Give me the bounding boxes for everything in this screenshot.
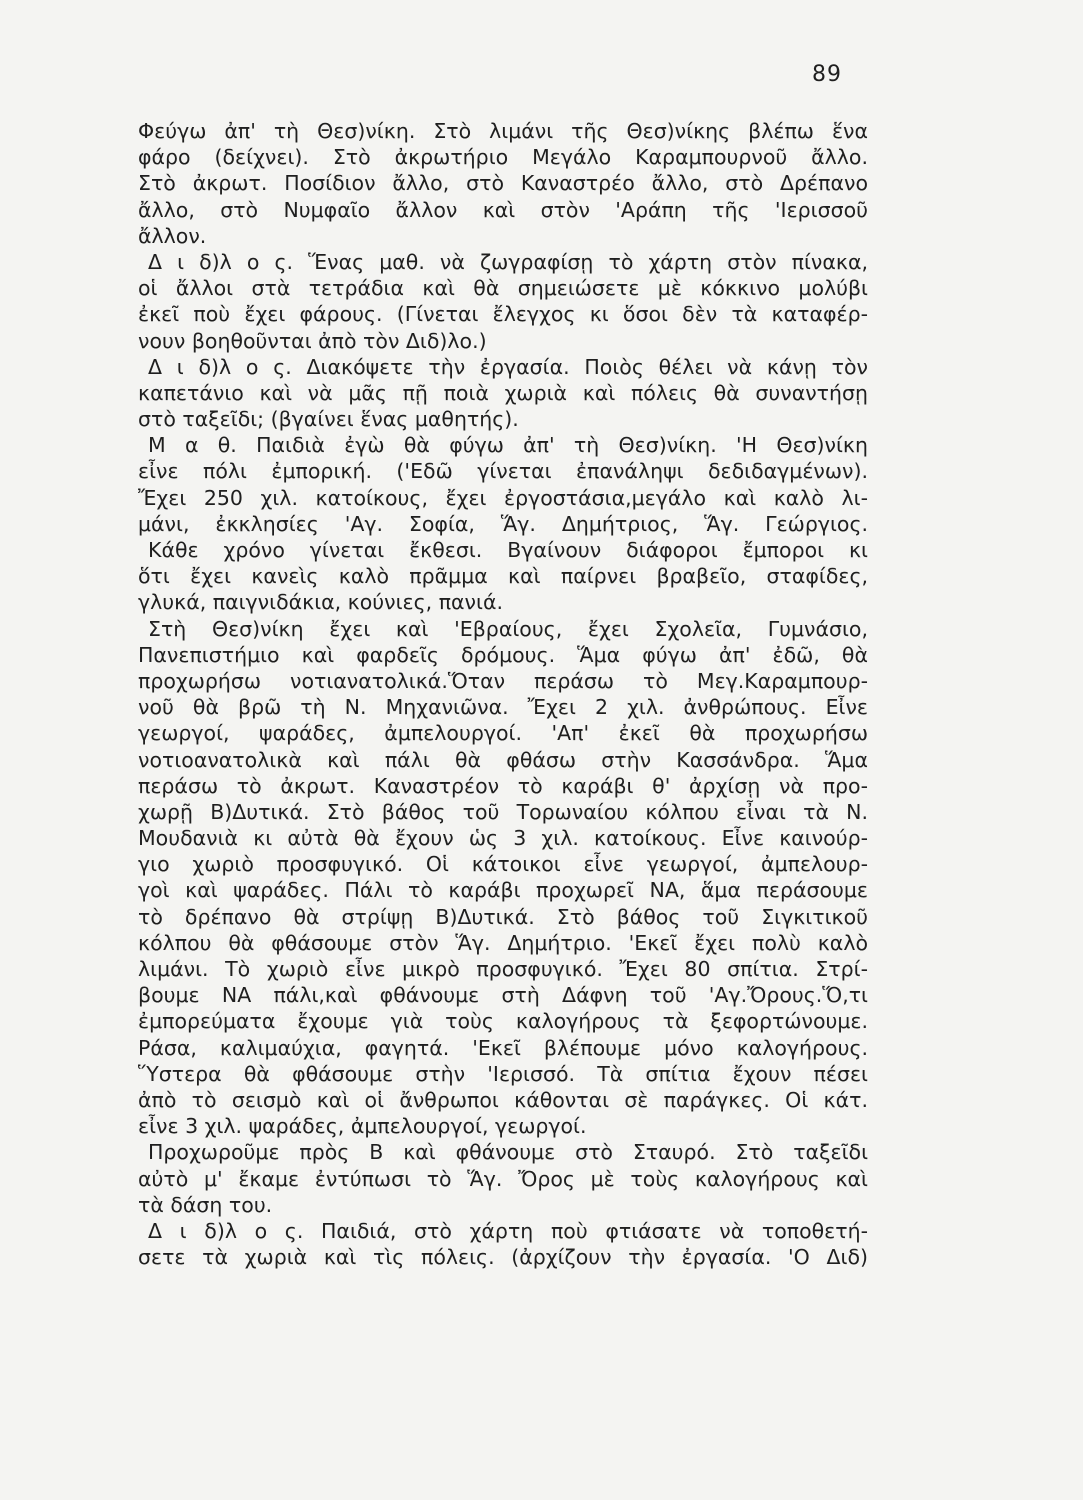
text-line: οἱ ἄλλοι στὰ τετράδια καὶ θὰ σημειώσετε μὲ κόκκινο μολύβι [138, 276, 868, 301]
text-line: τὰ δάση του. [138, 1192, 273, 1217]
text-line: γιο χωριὸ προσφυγικό. Οἱ κάτοικοι εἶνε γεωργοί, ἀμπελουρ- [138, 852, 868, 877]
text-line: Μουδανιὰ κι αὐτὰ θὰ ἔχουν ὡς 3 χιλ. κατοίκους. Εἶνε καινούρ- [138, 826, 868, 851]
text-line: κόλπου θὰ φθάσουμε στὸν Ἅγ. Δημήτριο. 'Εκεῖ ἔχει πολὺ καλὸ [138, 930, 868, 955]
text-line: φάρο (δείχνει). Στὸ ἀκρωτήριο Μεγάλο Καραμπουρνοῦ ἄλλο. [138, 145, 868, 170]
text-line: γοὶ καὶ ψαράδες. Πάλι τὸ καράβι προχωρεῖ ΝΑ, ἅμα περάσουμε [138, 878, 868, 903]
text-line: σετε τὰ χωριὰ καὶ τὶς πόλεις. (ἀρχίζουν τὴν ἐργασία. 'Ο Διδ) [138, 1245, 868, 1270]
text-line: τὸ δρέπανο θὰ στρίψῃ Β)Δυτικά. Στὸ βάθος τοῦ Σιγκιτικοῦ [138, 904, 868, 929]
text-line: στὸ ταξεῖδι; (βγαίνει ἕνας μαθητής). [138, 407, 519, 432]
text-line: Ράσα, καλιμαύχια, φαγητά. 'Εκεῖ βλέπουμε μόνο καλογήρους. [138, 1035, 868, 1060]
text-line: Στὴ Θεσ)νίκη ἔχει καὶ 'Εβραίους, ἔχει Σχολεῖα, Γυμνάσιο, [148, 616, 868, 641]
text-line: Δ ι δ)λ ο ς. Παιδιά, στὸ χάρτη ποὺ φτιάσατε νὰ τοποθετή- [148, 1218, 868, 1243]
text-line: γεωργοί, ψαράδες, ἀμπελουργοί. 'Απ' ἐκεῖ θὰ προχωρήσω [138, 721, 868, 746]
text-line: εἶνε 3 χιλ. ψαράδες, ἀμπελουργοί, γεωργοί. [138, 1114, 587, 1139]
text-line: ὅτι ἔχει κανεὶς καλὸ πρᾶμμα καὶ παίρνει βραβεῖο, σταφίδες, [138, 564, 868, 589]
text-line: βουμε ΝΑ πάλι,καὶ φθάνουμε στὴ Δάφνη τοῦ 'Αγ.Ὄρους.Ὅ,τι [138, 983, 868, 1008]
text-line: προχωρήσω νοτιανατολικά.Ὅταν περάσω τὸ Μεγ.Καραμπουρ- [138, 668, 868, 693]
text-line: νοτιοανατολικὰ καὶ πάλι θὰ φθάσω στὴν Κασσάνδρα. Ἅμα [138, 747, 868, 772]
body-text [138, 118, 868, 1270]
text-line: μάνι, ἐκκλησίες 'Αγ. Σοφία, Ἅγ. Δημήτριος, Ἅγ. Γεώργιος. [138, 511, 868, 536]
text-line: αὐτὸ μ' ἔκαμε ἐντύπωσι τὸ Ἅγ. Ὄρος μὲ τοὺς καλογήρους καὶ [138, 1166, 868, 1191]
text-line: εἶνε πόλι ἐμπορική. ('Εδῶ γίνεται ἐπανάληψι δεδιδαγμένων). [138, 459, 868, 484]
text-line: Μ α θ. Παιδιὰ ἐγὼ θὰ φύγω ἀπ' τὴ Θεσ)νίκη. 'Η Θεσ)νίκη [148, 433, 868, 458]
text-line: Ὕστερα θὰ φθάσουμε στὴν 'Ιερισσό. Τὰ σπίτια ἔχουν πέσει [138, 1061, 868, 1086]
text-line: χωρῇ Β)Δυτικά. Στὸ βάθος τοῦ Τορωναίου κόλπου εἶναι τὰ Ν. [138, 799, 868, 824]
text-line: Κάθε χρόνο γίνεται ἔκθεσι. Βγαίνουν διάφοροι ἔμποροι κι [148, 538, 868, 562]
page-number: 89 [812, 62, 842, 87]
text-line: ἄλλο, στὸ Νυμφαῖο ἄλλον καὶ στὸν 'Αράπη τῆς 'Ιερισσοῦ [138, 197, 868, 222]
text-line: Δ ι δ)λ ο ς. Ἕνας μαθ. νὰ ζωγραφίσῃ τὸ χάρτη στὸν πίνακα, [148, 249, 868, 274]
text-line: Στὸ ἀκρωτ. Ποσίδιον ἄλλο, στὸ Καναστρέο ἄλλο, στὸ Δρέπανο [138, 171, 868, 196]
text-line: ἄλλον. [138, 223, 207, 248]
text-line: νοῦ θὰ βρῶ τὴ Ν. Μηχανιῶνα. Ἔχει 2 χιλ. ἀνθρώπους. Εἶνε [138, 695, 868, 720]
text-line: Ἔχει 250 χιλ. κατοίκους, ἔχει ἐργοστάσια,μεγάλο καὶ καλὸ λι- [138, 485, 868, 510]
text-line: περάσω τὸ ἀκρωτ. Καναστρέον τὸ καράβι θ' ἀρχίσῃ νὰ προ- [138, 773, 868, 798]
text-line: Πανεπιστήμιο καὶ φαρδεῖς δρόμους. Ἅμα φύγω ἀπ' ἐδῶ, θὰ [138, 642, 868, 667]
text-line: καπετάνιο καὶ νὰ μᾶς πῇ ποιὰ χωριὰ καὶ πόλεις θὰ συναντήσῃ [138, 380, 868, 405]
text-line: λιμάνι. Τὸ χωριὸ εἶνε μικρὸ προσφυγικό. Ἔχει 80 σπίτια. Στρί- [138, 957, 868, 981]
text-line: ἐκεῖ ποὺ ἔχει φάρους. (Γίνεται ἔλεγχος κι ὅσοι δὲν τὰ καταφέρ- [138, 302, 868, 327]
text-line: ἐμπορεύματα ἔχουμε γιὰ τοὺς καλογήρους τὰ ξεφορτώνουμε. [138, 1009, 868, 1034]
text-line: Φεύγω ἀπ' τὴ Θεσ)νίκη. Στὸ λιμάνι τῆς Θεσ)νίκης βλέπω ἕνα [138, 119, 868, 143]
text-line: γλυκά, παιγνιδάκια, κούνιες, πανιά. [138, 590, 503, 615]
text-line: νουν βοηθοῦνται ἀπὸ τὸν Διδ)λο.) [138, 328, 487, 353]
text-line: ἀπὸ τὸ σεισμὸ καὶ οἱ ἄνθρωποι κάθονται σὲ παράγκες. Οἱ κάτ. [138, 1087, 868, 1112]
text-line: Δ ι δ)λ ο ς. Διακόψετε τὴν ἐργασία. Ποιὸς θέλει νὰ κάνῃ τὸν [148, 354, 868, 379]
text-line: Προχωροῦμε πρὸς Β καὶ φθάνουμε στὸ Σταυρό. Στὸ ταξεῖδι [148, 1140, 868, 1165]
